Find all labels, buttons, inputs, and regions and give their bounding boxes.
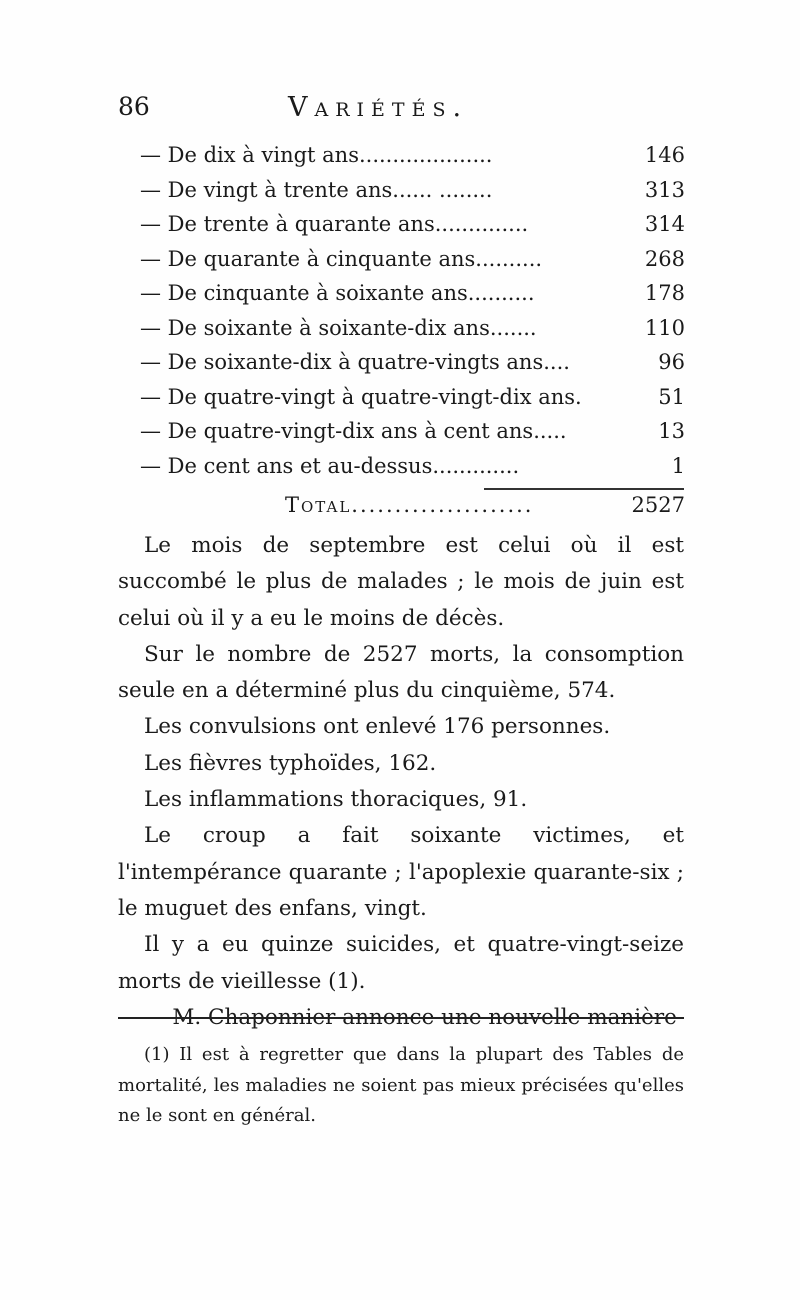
age-range-label: — De quarante à cinquante ans.......... bbox=[140, 246, 543, 271]
death-count: 314 bbox=[644, 212, 685, 236]
page-number: 86 bbox=[118, 92, 150, 121]
age-range-label: — De soixante à soixante-dix ans....... bbox=[140, 315, 537, 340]
death-count: 51 bbox=[658, 384, 685, 409]
table-row bbox=[140, 414, 685, 449]
paragraph: — M. Chaponnier annonce une nouvelle manière bbox=[144, 1004, 677, 1030]
age-range-label: — De quatre-vingt-dix ans à cent ans..... bbox=[140, 419, 567, 443]
age-range-label: — De vingt à trente ans...... ........ bbox=[140, 177, 493, 202]
page-header bbox=[118, 92, 698, 132]
death-count: 146 bbox=[644, 143, 685, 167]
paragraph: Le mois de septembre est celui où il est succombé le plus de malades ; le mois de juin est celui où il y a eu le moins de décès. bbox=[118, 533, 684, 631]
death-count: 110 bbox=[644, 315, 685, 340]
age-range-label: — De quatre-vingt à quatre-vingt-dix ans. bbox=[140, 384, 582, 409]
age-range-label: — De dix à vingt ans.................... bbox=[140, 143, 493, 167]
death-count: 313 bbox=[644, 177, 685, 202]
age-range-label: — De soixante-dix à quatre-vingts ans.... bbox=[140, 350, 570, 374]
table-row bbox=[140, 449, 685, 484]
footnote-text: (1) Il est à regretter que dans la plupart des Tables de mortalité, les maladies ne soient pas mieux précisées qu'elles ne le sont en général. bbox=[118, 1044, 684, 1126]
death-count: 96 bbox=[658, 350, 685, 374]
age-range-label: — De cent ans et au-dessus............. bbox=[140, 453, 520, 478]
paragraph: Les fièvres typhoïdes, 162. bbox=[144, 750, 437, 776]
age-range-label: — De cinquante à soixante ans.......... bbox=[140, 281, 535, 305]
table-row bbox=[140, 380, 685, 415]
age-range-label: — De trente à quarante ans.............. bbox=[140, 212, 529, 236]
paragraph: Les convulsions ont enlevé 176 personnes. bbox=[144, 714, 611, 740]
footnote-divider bbox=[118, 1017, 684, 1019]
running-title: Variétés. bbox=[288, 92, 469, 123]
table-row bbox=[140, 345, 685, 380]
footnote bbox=[118, 1040, 684, 1132]
death-count: 178 bbox=[644, 281, 685, 305]
table-row bbox=[140, 207, 685, 242]
body-text bbox=[118, 528, 684, 1036]
paragraph: Il y a eu quinze suicides, et quatre-vingt-seize morts de vieillesse (1). bbox=[118, 932, 684, 994]
total-value: 2527 bbox=[631, 493, 685, 517]
total-row bbox=[140, 487, 685, 523]
paragraph: Sur le nombre de 2527 morts, la consomption seule en a déterminé plus du cinquième, 574. bbox=[118, 641, 684, 704]
table-row bbox=[140, 311, 685, 346]
paragraph: Le croup a fait soixante victimes, et l'intempérance quarante ; l'apoplexie quarante-six ; le muguet des enfans, vingt. bbox=[118, 823, 684, 921]
death-count: 268 bbox=[644, 246, 685, 271]
death-count: 13 bbox=[658, 419, 685, 443]
table-row bbox=[140, 276, 685, 311]
total-label: Total..................... bbox=[285, 493, 534, 517]
table-row bbox=[140, 242, 685, 277]
table-row bbox=[140, 138, 685, 173]
mortality-by-age-table bbox=[140, 138, 685, 483]
paragraph: Les inflammations thoraciques, 91. bbox=[144, 787, 528, 813]
death-count: 1 bbox=[671, 453, 685, 478]
table-row bbox=[140, 173, 685, 208]
